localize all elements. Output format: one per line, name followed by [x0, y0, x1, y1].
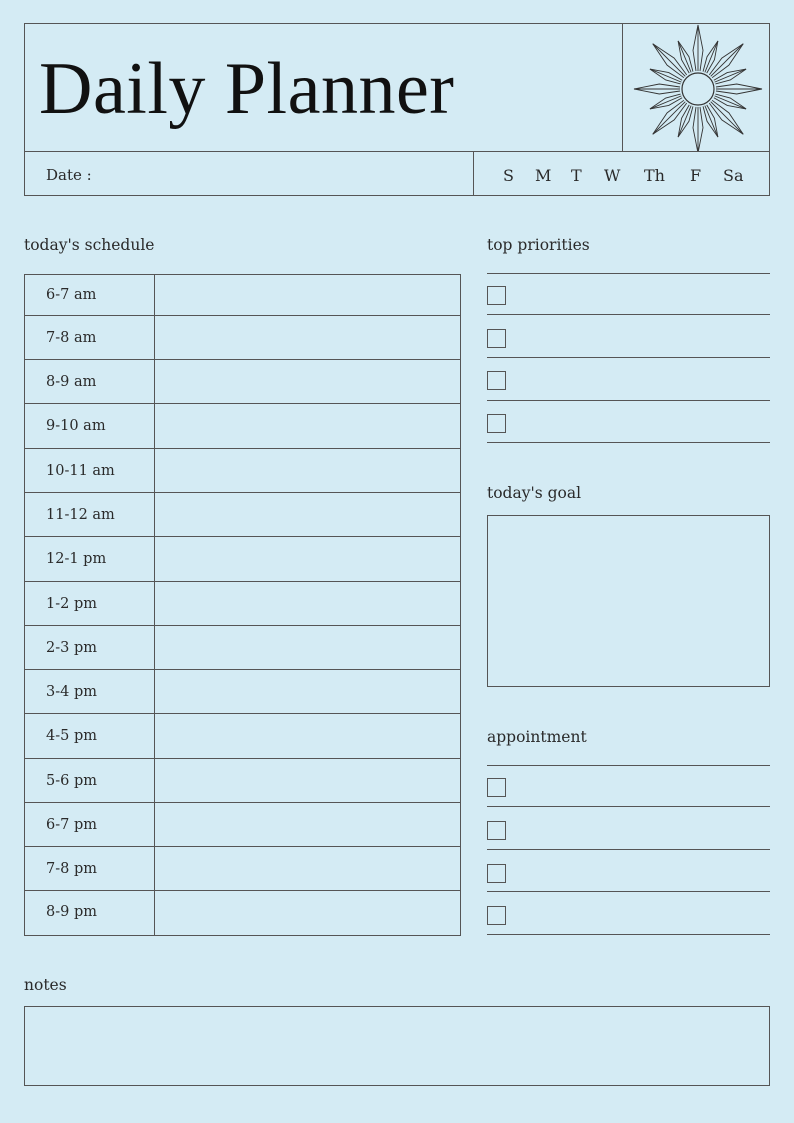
appointment-line[interactable]: [487, 934, 770, 935]
schedule-time: 11-12 am: [46, 507, 115, 523]
priority-line[interactable]: [487, 400, 770, 401]
schedule-row[interactable]: [25, 759, 460, 803]
date-cell: [25, 152, 474, 196]
appointment-checkbox[interactable]: [487, 906, 506, 925]
schedule-row[interactable]: [25, 714, 460, 759]
notes-box[interactable]: [24, 1006, 770, 1086]
schedule-row[interactable]: [25, 449, 460, 493]
priority-line[interactable]: [487, 442, 770, 443]
schedule-title: today's schedule: [24, 236, 155, 254]
schedule-time: 9-10 am: [46, 418, 106, 434]
appointment-line[interactable]: [487, 849, 770, 850]
schedule-row[interactable]: [25, 493, 460, 537]
day-wednesday: W: [604, 166, 621, 185]
day-sunday: S: [503, 166, 514, 185]
appointment-checkbox[interactable]: [487, 821, 506, 840]
appointment-checkbox[interactable]: [487, 778, 506, 797]
priority-checkbox[interactable]: [487, 286, 506, 305]
schedule-row[interactable]: [25, 670, 460, 714]
date-label: Date :: [46, 166, 92, 184]
schedule-row[interactable]: [25, 537, 460, 582]
page-title: Daily Planner: [39, 48, 455, 130]
sun-icon: [623, 24, 769, 151]
priority-checkbox[interactable]: [487, 329, 506, 348]
priority-line[interactable]: [487, 357, 770, 358]
day-thursday: Th: [644, 166, 665, 185]
schedule-time: 12-1 pm: [46, 551, 107, 567]
schedule-time: 7-8 am: [46, 330, 97, 346]
priorities-title: top priorities: [487, 236, 590, 254]
schedule-time: 5-6 pm: [46, 773, 97, 789]
appointment-top-line: [487, 765, 770, 766]
schedule-row[interactable]: [25, 626, 460, 670]
schedule-row[interactable]: [25, 275, 460, 316]
appointment-title: appointment: [487, 728, 587, 746]
schedule-row[interactable]: [25, 803, 460, 847]
schedule-row[interactable]: [25, 847, 460, 891]
appointment-line[interactable]: [487, 806, 770, 807]
schedule-time: 3-4 pm: [46, 684, 97, 700]
notes-title: notes: [24, 976, 67, 994]
priority-checkbox[interactable]: [487, 414, 506, 433]
schedule-row[interactable]: [25, 404, 460, 449]
schedule-table: [24, 274, 461, 936]
day-tuesday: T: [571, 166, 582, 185]
goal-box[interactable]: [487, 515, 770, 687]
day-saturday: Sa: [723, 166, 744, 185]
schedule-time: 6-7 pm: [46, 817, 97, 833]
sun-cell: [623, 24, 769, 151]
schedule-time: 4-5 pm: [46, 728, 97, 744]
schedule-time: 6-7 am: [46, 287, 97, 303]
schedule-time: 8-9 pm: [46, 904, 97, 920]
appointment-line[interactable]: [487, 891, 770, 892]
priority-checkbox[interactable]: [487, 371, 506, 390]
date-row: [25, 151, 769, 195]
priorities-top-line: [487, 273, 770, 274]
schedule-time: 7-8 pm: [46, 861, 97, 877]
appointment-checkbox[interactable]: [487, 864, 506, 883]
schedule-row[interactable]: [25, 360, 460, 404]
schedule-row[interactable]: [25, 582, 460, 626]
schedule-time: 10-11 am: [46, 463, 115, 479]
day-monday: M: [535, 166, 552, 185]
schedule-time: 8-9 am: [46, 374, 97, 390]
priority-line[interactable]: [487, 314, 770, 315]
schedule-row[interactable]: [25, 891, 460, 935]
title-cell: [25, 24, 623, 151]
goal-title: today's goal: [487, 484, 582, 502]
day-friday: F: [690, 166, 702, 185]
header-box: [24, 23, 770, 196]
schedule-time: 2-3 pm: [46, 640, 97, 656]
schedule-row[interactable]: [25, 316, 460, 360]
schedule-time: 1-2 pm: [46, 596, 97, 612]
